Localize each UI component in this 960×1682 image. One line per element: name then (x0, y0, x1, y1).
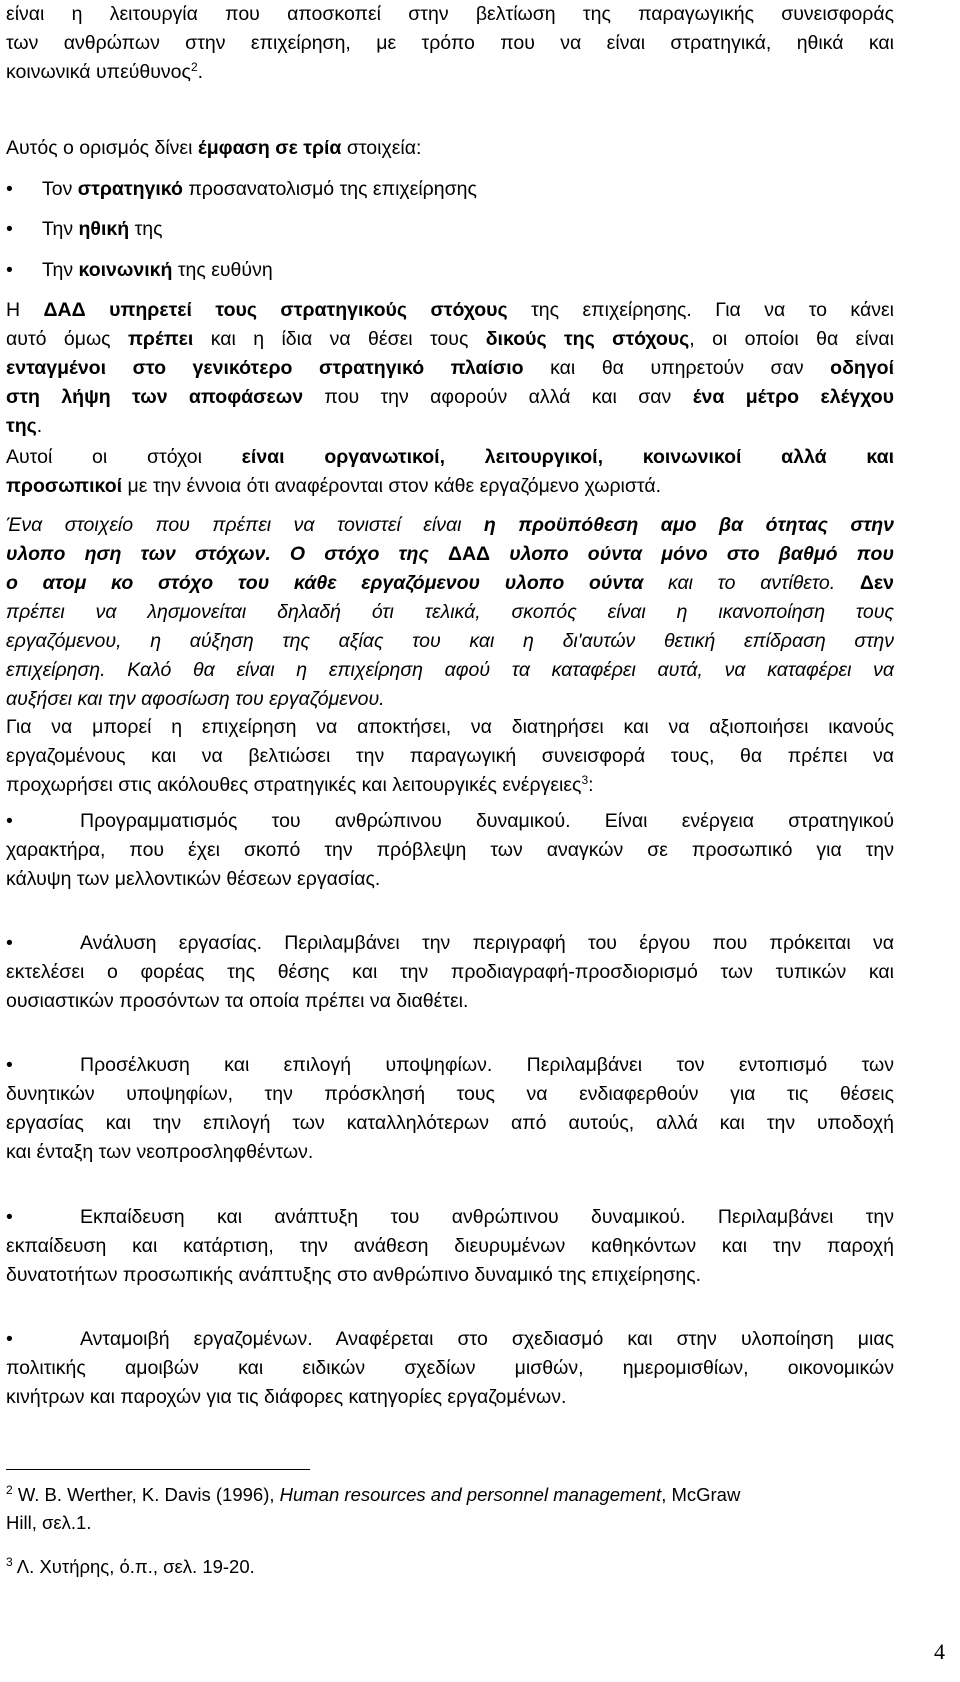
definition-line: Αυτός ο ορισμός δίνει έμφαση σε τρία στοιχεία: (6, 137, 422, 159)
dad-paragraph: Η ΔΑΔ υπηρετεί τους στρατηγικούς στόχους της επιχείρησης. Για να το κάνει αυτό όμως πρέπει και η ίδια να θέσει τους δικούς της στόχους, οι οποίοι θα είναι ενταγμένοι στο γενικότερο στρατηγικό πλαίσιο και θα υπηρετούν σαν οδηγοί στη λήψη των αποφάσεων που την αφορούν αλλά και σαν ένα μέτρο ελέγχου της. (6, 299, 894, 437)
footnote-3: $^3$ Λ. Χυτήρης, ό.π., σελ. 19-20. (6, 1555, 255, 1577)
bullet-icon: • (6, 259, 13, 281)
footnote-2: $^2$ W. B. Werther, K. Davis (1996), Human resources and personnel management, McGraw (6, 1483, 741, 1505)
footnote-2-cont: Hill, σελ.1. (6, 1512, 92, 1533)
list-item: • Ανάλυση εργασίας. Περιλαμβάνει την περιγραφή του έργου που πρόκειται να εκτελέσει ο φορέας της θέσης και την προδιαγραφή-προσδιορισμό των τυπικών και ουσιαστικών προσόντων τα οποία πρέπει να διαθέτει. (6, 929, 894, 1016)
list-item: • Εκπαίδευση και ανάπτυξη του ανθρώπινου δυναμικού. Περιλαμβάνει την εκπαίδευση και κατάρτιση, την ανάθεση διευρυμένων καθηκόντων και την παροχή δυνατοτήτων προσωπικής ανάπτυξης στο ανθρώπινο δυναμικό της επιχείρησης. (6, 1203, 894, 1290)
intro-line: είναι η λειτουργία που αποσκοπεί στην βελτίωση της παραγωγικής συνεισφοράς (6, 3, 894, 25)
intro-paragraph (6, 0, 894, 87)
bullet-icon: • (6, 178, 13, 200)
bullet-icon: • (6, 1054, 13, 1076)
footnote-ref[interactable]: 2 (190, 60, 198, 74)
bullet-icon: • (6, 1206, 13, 1228)
list-item: • Ανταμοιβή εργαζομένων. Αναφέρεται στο σχεδιασμό και στην υλοποίηση μιας πολιτικής αμοιβών και ειδικών σχεδίων μισθών, ημερομισθίων, οικονομικών κινήτρων και παροχών για τις διάφορες κατηγορίες εργαζομένων. (6, 1325, 894, 1412)
page-number: 4 (934, 1639, 945, 1664)
list-item: • Προσέλκυση και επιλογή υποψηφίων. Περιλαμβάνει τον εντοπισμό των δυνητικών υποψηφίων, την πρόσκλησή τους να ενδιαφερθούν για τις θέσεις εργασίας και την επιλογή των καταλληλότερων από αυτούς, αλλά και την υποδοχή και ένταξη των νεοπροσληφθέντων. (6, 1051, 894, 1167)
bullet-icon: • (6, 1328, 13, 1350)
footnote-ref[interactable]: 3 (581, 773, 589, 787)
bullet-icon: • (6, 218, 13, 240)
intro-line: των ανθρώπων στην επιχείρηση, με τρόπο που να είναι στρατηγικά, ηθικά και (6, 32, 894, 54)
italic-paragraph: Ένα στοιχείο που πρέπει να τονιστεί είναι η προϋπόθεση αμο βα ότητας στην υλοπο ηση των στόχων. Ο στόχο της ΔΑΔ υλοπο ούντα μόνο στο βαθμό που ο ατομ κο στόχο του κάθε εργαζόμενου υλοπο ούντα και το αντίθετο. Δεν πρέπει να λησμονείται δηλαδή ότι τελικά, σκοπός είναι η ικανοποίηση τους εργαζόμενου, η αύξηση της αξίας του και η δι'αυτών θετική επίδραση στην επιχείρηση. Καλό θα είναι η επιχείρηση αφού τα καταφέρει αυτά, να καταφέρει να αυξήσει και την αφοσίωση του εργαζόμενου. (6, 514, 894, 710)
intro-line: κοινωνικά υπεύθυνος$^2$. (6, 60, 204, 83)
list-item: • Προγραμματισμός του ανθρώπινου δυναμικού. Είναι ενέργεια στρατηγικού χαρακτήρα, που έχει σκοπό την πρόβλεψη των αναγκών σε προσωπικό για την κάλυψη των μελλοντικών θέσεων εργασίας. (6, 807, 894, 894)
goals-paragraph: Αυτοί οι στόχοι είναι οργανωτικοί, λειτουργικοί, κοινωνικοί αλλά και προσωπικοί με την έννοια ότι αναφέρονται στον κάθε εργαζόμενο χωριστά. (6, 446, 894, 497)
footnote-separator (6, 1469, 310, 1470)
bullet-icon: • (6, 932, 13, 954)
hr-paragraph: Για να μπορεί η επιχείρηση να αποκτήσει, να διατηρήσει και να αξιοποιήσει ικανούς εργαζομένους και να βελτιώσει την παραγωγική συνεισφορά τους, θα πρέπει να προχωρήσει στις ακόλουθες στρατηγικές και λειτουργικές ενέργειες$^3$: (6, 716, 894, 796)
bullet-icon: • (6, 810, 13, 832)
